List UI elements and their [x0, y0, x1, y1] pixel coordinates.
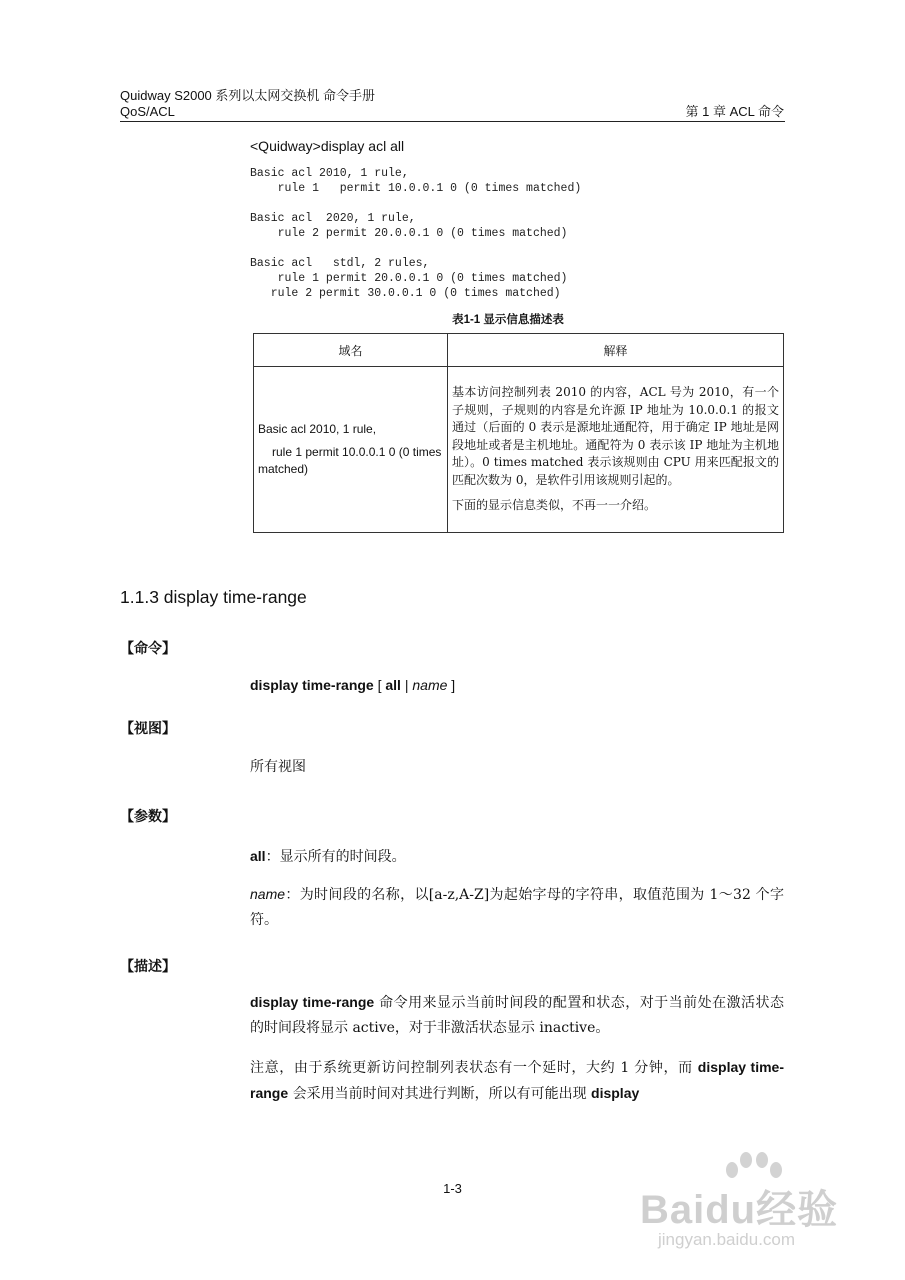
header-divider [120, 121, 785, 122]
view-text: 所有视图 [250, 759, 306, 775]
watermark-brand: Baidu经验 [640, 1188, 839, 1232]
example-output: Basic acl 2010, 1 rule, rule 1 permit 10.0.0.1 0 (0 times matched) Basic acl 2020, 1 rule, rule 2 permit 20.0.0.1 0 (0 times matched) Basic acl stdl, 2 rules, rule 1 permit 20.0.0.1 0 (0 times matched) rule 2 permit 30.0.0.1 0 (0 times matched) [250, 167, 582, 300]
param-all-key: all [250, 848, 266, 864]
desc-p1-text: 命令用来显示当前时间段的配置和状态，对于当前处在激活状态的时间段将显示 active，对于非激活状态显示 inactive。 [250, 995, 785, 1036]
table-cell-field [254, 367, 448, 533]
header-manual-title: Quidway S2000 系列以太网交换机 命令手册 [120, 88, 376, 103]
watermark [640, 1148, 870, 1258]
param-all-desc: ：显示所有的时间段。 [265, 849, 406, 865]
desc-p2-command: display time-range [250, 1059, 784, 1101]
header-chapter: 第 1 章 ACL 命令 [685, 104, 784, 119]
info-table [253, 333, 784, 533]
desc-p2-end: display [591, 1085, 640, 1101]
label-view: 【视图】 [120, 721, 176, 737]
table-caption: 表1-1 显示信息描述表 [452, 314, 564, 326]
param-name [250, 882, 784, 933]
table-header-field: 域名 [254, 334, 448, 367]
watermark-url: jingyan.baidu.com [658, 1230, 796, 1249]
description-paragraph-2 [250, 1055, 784, 1107]
description-paragraph-1 [250, 990, 784, 1041]
syntax-open: [ [373, 677, 386, 693]
table-cell-desc [448, 367, 784, 533]
syntax-keyword: display time-range [250, 677, 374, 693]
section-title: 1.1.3 display time-range [120, 587, 307, 607]
command-syntax [250, 677, 455, 693]
desc-p2-start: 注意，由于系统更新访问控制列表状态有一个延时，大约 1 分钟，而 [250, 1060, 698, 1076]
param-name-key: name [250, 886, 286, 902]
param-all [250, 844, 784, 870]
syntax-name: name [412, 677, 448, 693]
table-header-desc: 解释 [448, 334, 784, 367]
label-description: 【描述】 [120, 959, 176, 975]
desc-paragraph-1: 基本访问控制列表 2010 的内容，ACL 号为 2010，有一个子规则，子规则的内容是允许源 IP 地址为 10.0.0.1 的报文通过（后面的 0 表示是源地址通配符，用于确定 IP 地址是网段地址或者是主机地址。通配符为 0 表示该 IP 地址为主机地址）。0 times matched 表示该规则由 CPU 用来匹配报文的匹配次数为 0，是软件引用该规则引起的。 [452, 385, 779, 487]
desc-paragraph-2: 下面的显示信息类似，不再一一介绍。 [452, 498, 657, 513]
syntax-all: all [385, 677, 401, 693]
label-command: 【命令】 [120, 641, 176, 657]
syntax-sep: | [400, 677, 413, 693]
example-command: <Quidway>display acl all [250, 138, 405, 154]
param-name-desc: ：为时间段的名称，以[a-z,A-Z]为起始字母的字符串，取值范围为 1～32 个字符。 [250, 887, 784, 928]
page-number: 1-3 [443, 1181, 462, 1196]
header-module: QoS/ACL [120, 104, 175, 119]
desc-p1-command: display time-range [250, 994, 375, 1010]
field-line-2: rule 1 permit 10.0.0.1 0 (0 times matched) [258, 445, 442, 476]
field-line-1: Basic acl 2010, 1 rule, [258, 422, 377, 436]
desc-p2-mid: 会采用当前时间对其进行判断，所以有可能出现 [288, 1086, 592, 1102]
syntax-close: ] [447, 677, 456, 693]
label-parameters: 【参数】 [120, 809, 176, 825]
